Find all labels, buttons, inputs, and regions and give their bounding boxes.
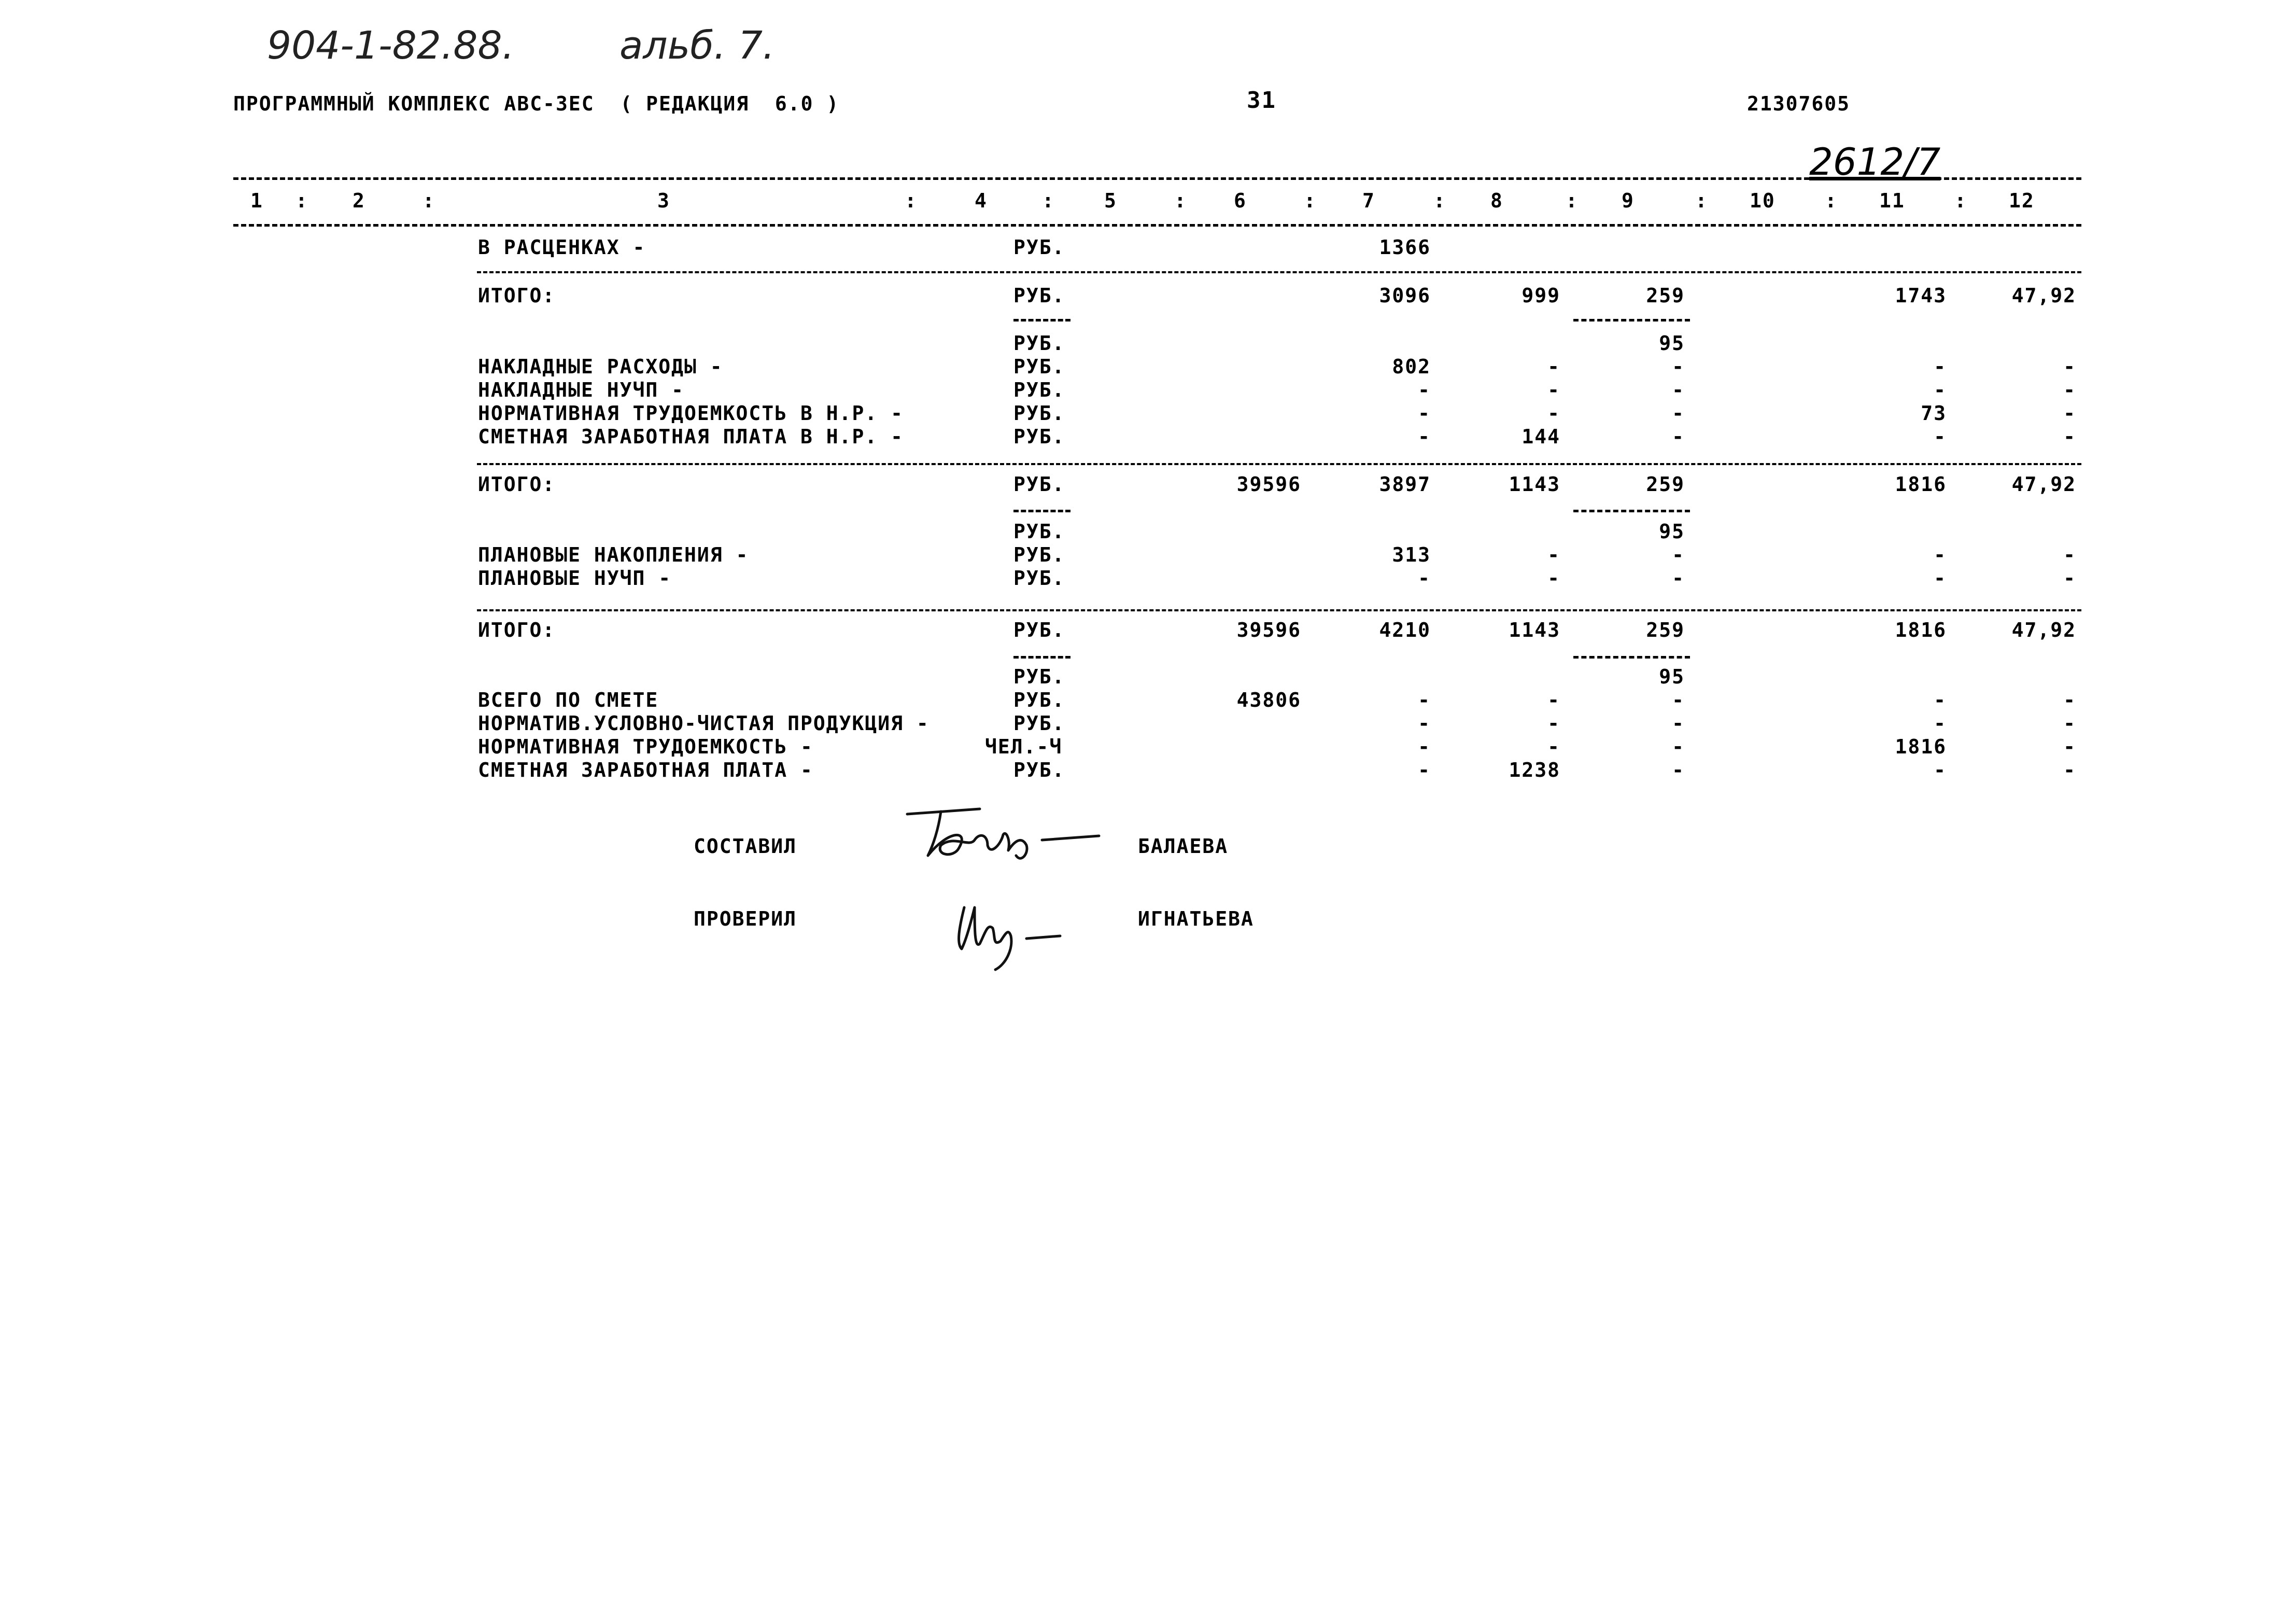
cell-c7: 3096 bbox=[1379, 284, 1431, 307]
column-header: 4 bbox=[975, 189, 988, 212]
cell-c8: - bbox=[1547, 402, 1560, 425]
section-rule bbox=[477, 271, 2081, 273]
cell-c9: 259 bbox=[1646, 473, 1685, 496]
column-header: 11 bbox=[1879, 189, 1905, 212]
cell-c9: - bbox=[1672, 355, 1685, 378]
cell-c7: - bbox=[1418, 712, 1431, 735]
cell-c11: - bbox=[1934, 425, 1947, 448]
column-header: 8 bbox=[1490, 189, 1503, 212]
row-label: СМЕТНАЯ ЗАРАБОТНАЯ ПЛАТА В Н.Р. - bbox=[478, 425, 904, 448]
compiler-signature bbox=[892, 799, 1109, 876]
cell-c11: - bbox=[1934, 355, 1947, 378]
cell-c12: 47,92 bbox=[2011, 284, 2076, 307]
cell-c7: 313 bbox=[1392, 543, 1431, 566]
row-label: В РАСЦЕНКАХ - bbox=[478, 236, 646, 259]
cell-c12: - bbox=[2063, 689, 2076, 711]
cell-c11: 1816 bbox=[1895, 473, 1947, 496]
cell-c8: 1238 bbox=[1509, 759, 1560, 781]
column-header: 5 bbox=[1104, 189, 1117, 212]
cell-c11: - bbox=[1934, 712, 1947, 735]
row-label: ПЛАНОВЫЕ НАКОПЛЕНИЯ - bbox=[478, 543, 749, 566]
cell-c9: 95 bbox=[1659, 520, 1685, 543]
cell-c7: - bbox=[1418, 689, 1431, 711]
cell-c12: - bbox=[2063, 543, 2076, 566]
column-header: 7 bbox=[1362, 189, 1375, 212]
column-separator: : bbox=[1825, 189, 1838, 212]
cell-c8: - bbox=[1547, 567, 1560, 590]
cell-c11: - bbox=[1934, 759, 1947, 781]
row-unit: РУБ. bbox=[1013, 567, 1065, 590]
cell-c12: - bbox=[2063, 712, 2076, 735]
cell-c11: - bbox=[1934, 543, 1947, 566]
cell-c8: - bbox=[1547, 379, 1560, 401]
row-unit: ЧЕЛ.-Ч bbox=[985, 735, 1063, 758]
col9-underline bbox=[1573, 510, 1690, 512]
column-header: 2 bbox=[353, 189, 365, 212]
page-number: 31 bbox=[1247, 87, 1276, 114]
row-label: НОРМАТИВНАЯ ТРУДОЕМКОСТЬ В Н.Р. - bbox=[478, 402, 904, 425]
cell-c12: - bbox=[2063, 759, 2076, 781]
cell-c12: 47,92 bbox=[2011, 619, 2076, 641]
row-unit: РУБ. bbox=[1013, 665, 1065, 688]
cell-c11: - bbox=[1934, 689, 1947, 711]
row-unit: РУБ. bbox=[1013, 355, 1065, 378]
cell-c7: 4210 bbox=[1379, 619, 1431, 641]
row-label: ВСЕГО ПО СМЕТЕ bbox=[478, 689, 659, 711]
cell-c7: 1366 bbox=[1379, 236, 1431, 259]
cell-c9: - bbox=[1672, 567, 1685, 590]
checker-signature bbox=[943, 892, 1068, 975]
cell-c6: 39596 bbox=[1236, 473, 1301, 496]
column-separator: : bbox=[1433, 189, 1446, 212]
column-separator: : bbox=[905, 189, 918, 212]
column-header: 9 bbox=[1622, 189, 1635, 212]
cell-c12: 47,92 bbox=[2011, 473, 2076, 496]
column-header-rule bbox=[233, 224, 2081, 227]
column-separator: : bbox=[1954, 189, 1967, 212]
cell-c9: - bbox=[1672, 712, 1685, 735]
cell-c8: - bbox=[1547, 543, 1560, 566]
cell-c12: - bbox=[2063, 567, 2076, 590]
cell-c8: 1143 bbox=[1509, 619, 1560, 641]
cell-c9: - bbox=[1672, 689, 1685, 711]
column-separator: : bbox=[1566, 189, 1579, 212]
row-unit: РУБ. bbox=[1013, 332, 1065, 355]
checked-by-label: ПРОВЕРИЛ bbox=[694, 907, 797, 930]
cell-c8: - bbox=[1547, 735, 1560, 758]
cell-c7: - bbox=[1418, 402, 1431, 425]
cell-c11: - bbox=[1934, 567, 1947, 590]
cell-c8: - bbox=[1547, 689, 1560, 711]
column-separator: : bbox=[1695, 189, 1708, 212]
cell-c12: - bbox=[2063, 735, 2076, 758]
row-unit: РУБ. bbox=[1013, 543, 1065, 566]
column-separator: : bbox=[1042, 189, 1055, 212]
unit-underline bbox=[1013, 656, 1070, 659]
cell-c7: - bbox=[1418, 425, 1431, 448]
row-label: ИТОГО: bbox=[478, 473, 556, 496]
handwritten-doc-code: 904-1-82.88. bbox=[267, 23, 515, 68]
cell-c6: 43806 bbox=[1236, 689, 1301, 711]
row-unit: РУБ. bbox=[1013, 619, 1065, 641]
row-label: СМЕТНАЯ ЗАРАБОТНАЯ ПЛАТА - bbox=[478, 759, 813, 781]
row-unit: РУБ. bbox=[1013, 402, 1065, 425]
unit-underline bbox=[1013, 319, 1070, 321]
cell-c12: - bbox=[2063, 379, 2076, 401]
cell-c9: 259 bbox=[1646, 284, 1685, 307]
cell-c12: - bbox=[2063, 425, 2076, 448]
column-separator: : bbox=[422, 189, 435, 212]
document-id: 21307605 bbox=[1747, 92, 1851, 115]
row-label: НАКЛАДНЫЕ РАСХОДЫ - bbox=[478, 355, 723, 378]
section-rule bbox=[477, 463, 2081, 465]
column-separator: : bbox=[1174, 189, 1187, 212]
handwritten-album: альб. 7. bbox=[619, 23, 775, 68]
cell-c9: - bbox=[1672, 402, 1685, 425]
cell-c7: - bbox=[1418, 759, 1431, 781]
cell-c9: - bbox=[1672, 379, 1685, 401]
cell-c11: 1743 bbox=[1895, 284, 1947, 307]
cell-c8: 1143 bbox=[1509, 473, 1560, 496]
checked-by-name: ИГНАТЬЕВА bbox=[1138, 907, 1254, 930]
row-unit: РУБ. bbox=[1013, 759, 1065, 781]
column-header: 3 bbox=[657, 189, 670, 212]
cell-c9: 95 bbox=[1659, 665, 1685, 688]
row-label: НАКЛАДНЫЕ НУЧП - bbox=[478, 379, 685, 401]
row-unit: РУБ. bbox=[1013, 284, 1065, 307]
cell-c9: - bbox=[1672, 759, 1685, 781]
cell-c12: - bbox=[2063, 402, 2076, 425]
cell-c8: - bbox=[1547, 712, 1560, 735]
cell-c7: 802 bbox=[1392, 355, 1431, 378]
handwritten-stamp-number: 2612/7 bbox=[1809, 140, 1941, 184]
cell-c9: - bbox=[1672, 735, 1685, 758]
cell-c11: 1816 bbox=[1895, 735, 1947, 758]
compiled-by-label: СОСТАВИЛ bbox=[694, 835, 797, 858]
cell-c8: 144 bbox=[1522, 425, 1560, 448]
cell-c7: 3897 bbox=[1379, 473, 1431, 496]
row-unit: РУБ. bbox=[1013, 236, 1065, 259]
table-top-rule bbox=[233, 177, 2081, 180]
column-separator: : bbox=[295, 189, 308, 212]
row-label: ИТОГО: bbox=[478, 619, 556, 641]
column-header: 12 bbox=[2009, 189, 2035, 212]
cell-c9: 95 bbox=[1659, 332, 1685, 355]
cell-c7: - bbox=[1418, 567, 1431, 590]
cell-c11: 73 bbox=[1921, 402, 1947, 425]
program-title: ПРОГРАММНЫЙ КОМПЛЕКС АВС-3ЕС ( РЕДАКЦИЯ 6.0 ) bbox=[233, 92, 840, 115]
row-label: ИТОГО: bbox=[478, 284, 556, 307]
row-unit: РУБ. bbox=[1013, 379, 1065, 401]
row-label: ПЛАНОВЫЕ НУЧП - bbox=[478, 567, 672, 590]
row-unit: РУБ. bbox=[1013, 425, 1065, 448]
column-separator: : bbox=[1304, 189, 1317, 212]
column-header: 10 bbox=[1750, 189, 1776, 212]
col9-underline bbox=[1573, 319, 1690, 321]
cell-c9: - bbox=[1672, 543, 1685, 566]
cell-c11: 1816 bbox=[1895, 619, 1947, 641]
column-header: 1 bbox=[250, 189, 263, 212]
cell-c7: - bbox=[1418, 379, 1431, 401]
cell-c8: - bbox=[1547, 355, 1560, 378]
cell-c6: 39596 bbox=[1236, 619, 1301, 641]
row-unit: РУБ. bbox=[1013, 689, 1065, 711]
col9-underline bbox=[1573, 656, 1690, 659]
cell-c9: 259 bbox=[1646, 619, 1685, 641]
unit-underline bbox=[1013, 510, 1070, 512]
compiled-by-name: БАЛАЕВА bbox=[1138, 835, 1229, 858]
column-header: 6 bbox=[1234, 189, 1247, 212]
row-unit: РУБ. bbox=[1013, 520, 1065, 543]
section-rule bbox=[477, 609, 2081, 611]
row-unit: РУБ. bbox=[1013, 712, 1065, 735]
cell-c7: - bbox=[1418, 735, 1431, 758]
cell-c12: - bbox=[2063, 355, 2076, 378]
row-label: НОРМАТИВ.УСЛОВНО-ЧИСТАЯ ПРОДУКЦИЯ - bbox=[478, 712, 929, 735]
cell-c9: - bbox=[1672, 425, 1685, 448]
cell-c11: - bbox=[1934, 379, 1947, 401]
cell-c8: 999 bbox=[1522, 284, 1560, 307]
row-label: НОРМАТИВНАЯ ТРУДОЕМКОСТЬ - bbox=[478, 735, 813, 758]
row-unit: РУБ. bbox=[1013, 473, 1065, 496]
